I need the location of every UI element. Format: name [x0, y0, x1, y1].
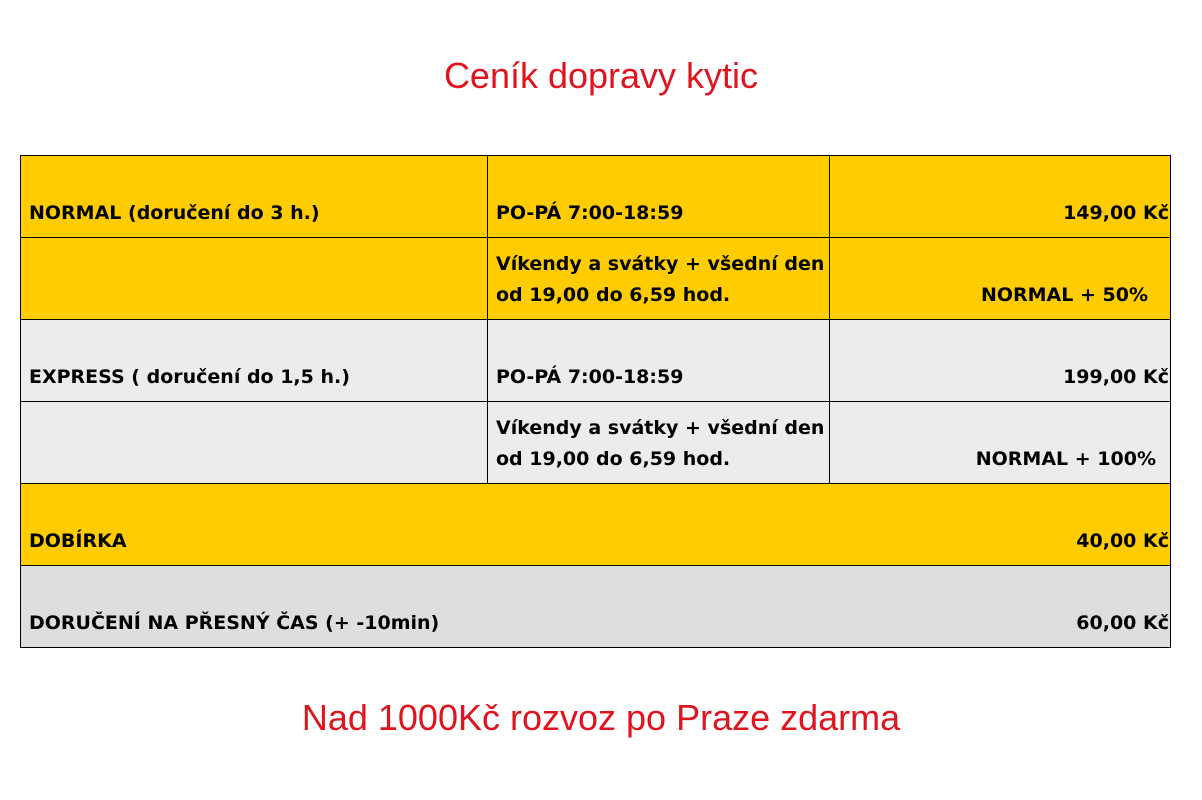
table-row-normal-weekend [21, 238, 1171, 320]
normal-time: PO-PÁ 7:00-18:59 [488, 156, 830, 238]
express-weekend-line2: od 19,00 do 6,59 hod. [496, 448, 731, 470]
express-weekend-line1: Víkendy a svátky + všední den [496, 417, 825, 439]
normal-weekend-empty [21, 238, 488, 320]
normal-label: NORMAL (doručení do 3 h.) [21, 156, 488, 238]
delivery-price-table [20, 155, 1171, 648]
table-row-normal [21, 156, 1171, 238]
page-title: Ceník dopravy kytic [443, 55, 759, 96]
normal-weekend-price: NORMAL + 50% [830, 238, 1171, 320]
normal-weekend-line1: Víkendy a svátky + všední den [496, 253, 825, 275]
table-row-cod [21, 484, 1171, 566]
table-row-express-weekend [21, 402, 1171, 484]
normal-weekend-line2: od 19,00 do 6,59 hod. [496, 284, 731, 306]
express-weekend-empty [21, 402, 488, 484]
express-weekend-time [488, 402, 830, 484]
cod-price: 40,00 Kč [830, 484, 1171, 566]
express-label: EXPRESS ( doručení do 1,5 h.) [21, 320, 488, 402]
exact-time-label: DORUČENÍ NA PŘESNÝ ČAS (+ -10min) [21, 566, 830, 648]
exact-time-price: 60,00 Kč [830, 566, 1171, 648]
table-row-express [21, 320, 1171, 402]
table-row-exact-time [21, 566, 1171, 648]
normal-price: 149,00 Kč [830, 156, 1171, 238]
express-price: 199,00 Kč [830, 320, 1171, 402]
free-delivery-note: Nad 1000Kč rozvoz po Praze zdarma [301, 697, 901, 738]
express-time: PO-PÁ 7:00-18:59 [488, 320, 830, 402]
express-weekend-price: NORMAL + 100% [830, 402, 1171, 484]
cod-label: DOBÍRKA [21, 484, 830, 566]
normal-weekend-time [488, 238, 830, 320]
